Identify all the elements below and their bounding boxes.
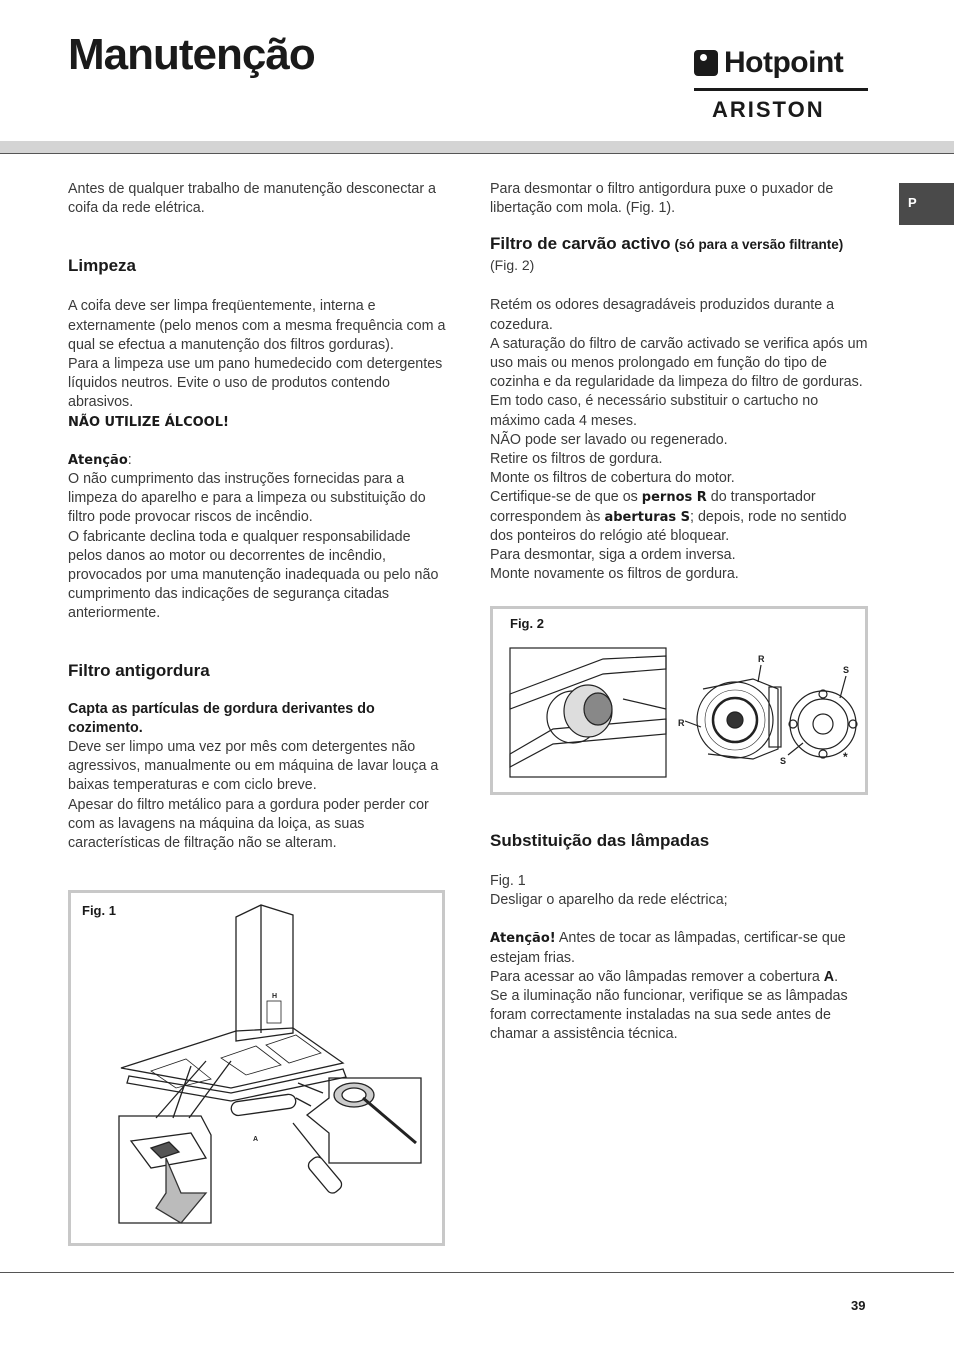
- lamp-atencao: [490, 929, 870, 967]
- lamp-acessar-text: Para acessar ao vão lâmpadas remover a cobertura: [490, 968, 824, 985]
- figure-label: Fig. 1: [82, 903, 116, 918]
- cert-text: Certifique-se de que os: [490, 489, 642, 506]
- section-heading-carvao: Filtro de carvão activo: [490, 234, 671, 254]
- brand-subname: ARISTON: [712, 97, 825, 122]
- limpeza-paragraph: A coifa deve ser limpa freqüentemente, interna e externamente (pelo menos com a mesma frequência com a qual se efectua a manutenção dos filtros gorduras).: [68, 298, 446, 353]
- pernos-r: pernos R: [641, 490, 707, 506]
- label-star: *: [843, 750, 848, 764]
- page-number: 39: [851, 1298, 866, 1313]
- aberturas-s: aberturas S: [604, 509, 691, 525]
- label-s: S: [843, 665, 850, 675]
- hood-filter-illustration: [71, 893, 442, 1243]
- figure-label: Fig. 2: [510, 616, 544, 631]
- atencao-paragraph: O não cumprimento das instruções fornecidas para a limpeza do aparelho e para a limpeza ou substituição do filtro pode provocar riscos de incêndio.: [68, 471, 426, 526]
- label-r: R: [678, 718, 685, 728]
- footer-divider: [0, 1272, 954, 1273]
- page-title: Manutenção: [68, 30, 315, 79]
- section-heading-filtro: Filtro antigordura: [68, 660, 210, 680]
- logo-rule: [694, 88, 868, 91]
- lamp-desligar: Desligar o aparelho da rede eléctrica;: [490, 892, 728, 909]
- language-tab[interactable]: P: [899, 183, 954, 225]
- lamp-atencao-text: Antes de tocar as lâmpadas, certificar-se que estejam frias.: [490, 930, 846, 966]
- cover-a: A: [823, 968, 835, 985]
- desmontar-text: Para desmontar o filtro antigordura puxe o puxador de libertação com mola. (Fig. 1).: [490, 181, 834, 217]
- section-heading-limpeza: Limpeza: [68, 256, 137, 276]
- carvao-line: Retire os filtros de gordura.: [490, 451, 663, 468]
- lamp-atencao-label: Atenção!: [490, 931, 556, 947]
- lamp-acessar-text: .: [834, 968, 839, 985]
- lamp-fig-ref: Fig. 1: [490, 873, 526, 889]
- label-h: H: [272, 993, 278, 1000]
- logo-mark-icon: [694, 50, 718, 76]
- section-heading-lampadas: Substituição das lâmpadas: [490, 831, 710, 850]
- carbon-filter-illustration: [493, 609, 865, 792]
- carvao-line: NÃO pode ser lavado ou regenerado.: [490, 431, 728, 448]
- cert-text: do transportador correspondem às: [490, 489, 816, 525]
- desmontar-inversa: Para desmontar, siga a ordem inversa.: [490, 547, 736, 564]
- atencao-colon: :: [127, 451, 132, 468]
- certifique-paragraph: [490, 488, 870, 546]
- atencao-paragraph: O fabricante declina toda e qualquer responsabilidade pelos danos ao motor ou decorrentes de incêndio, provocados por uma manutenção inadequada ou pelo não cumprimento das indicações de segurança citadas anteriormente.: [68, 528, 439, 622]
- carvao-line: Retém os odores desagradáveis produzidos durante a cozedura.: [490, 297, 835, 333]
- label-r: R: [758, 654, 765, 664]
- figure-1: [68, 890, 445, 1246]
- figure-2: [490, 606, 868, 795]
- lampadas-section: [490, 830, 870, 1045]
- cert-text: ; depois, rode no sentido dos ponteiros do relógio até bloquear.: [490, 508, 847, 544]
- brand-logo: [694, 46, 870, 122]
- monte-novamente: Monte novamente os filtros de gordura.: [490, 566, 739, 583]
- intro-text: Antes de qualquer trabalho de manutenção desconectar a coifa da rede elétrica.: [68, 181, 437, 217]
- carvao-line: Monte os filtros de cobertura do motor.: [490, 470, 735, 487]
- lamp-iluminacao: Se a iluminação não funcionar, verifique se as lâmpadas foram correctamente instaladas na sua sede antes de chamar a assistência técnica.: [490, 988, 848, 1043]
- lamp-acessar: [490, 968, 870, 987]
- limpeza-warning: NÃO UTILIZE ÁLCOOL!: [68, 414, 229, 430]
- filtro-paragraph: Deve ser limpo uma vez por mês com detergentes não agressivos, manualmente ou em máquina de lavar louça a baixas temperaturas e com ciclo breve.: [68, 739, 439, 794]
- limpeza-paragraph: Para a limpeza use um pano humedecido com detergentes líquidos neutros. Evite o uso de produtos contendo abrasivos.: [68, 356, 443, 411]
- atencao-label: Atenção: [68, 452, 128, 468]
- filtro-subheading: Capta as partículas de gordura derivantes do cozimento.: [68, 700, 375, 736]
- carvao-line: A saturação do filtro de carvão activado se verifica após um uso mais ou menos prolongado em função do tipo de cozinha e da regularidade da limpeza do filtro de gorduras. Em todo caso, é necessário substituir o cartucho no máximo cada 4 meses.: [490, 335, 868, 429]
- filtro-paragraph: Apesar do filtro metálico para a gordura poder perder cor com as lavagens na máquina da loiça, as suas características de filtração não se alteram.: [68, 796, 429, 852]
- right-column: [490, 180, 870, 584]
- label-s: S: [780, 756, 787, 766]
- carvao-heading-ref: (Fig. 2): [490, 257, 535, 274]
- carvao-heading-note: (só para a versão filtrante): [674, 237, 844, 253]
- header-divider: [0, 153, 954, 154]
- label-a: A: [253, 1136, 259, 1143]
- left-column: [68, 180, 448, 853]
- brand-name: Hotpoint: [724, 46, 844, 79]
- header-band: [0, 141, 954, 153]
